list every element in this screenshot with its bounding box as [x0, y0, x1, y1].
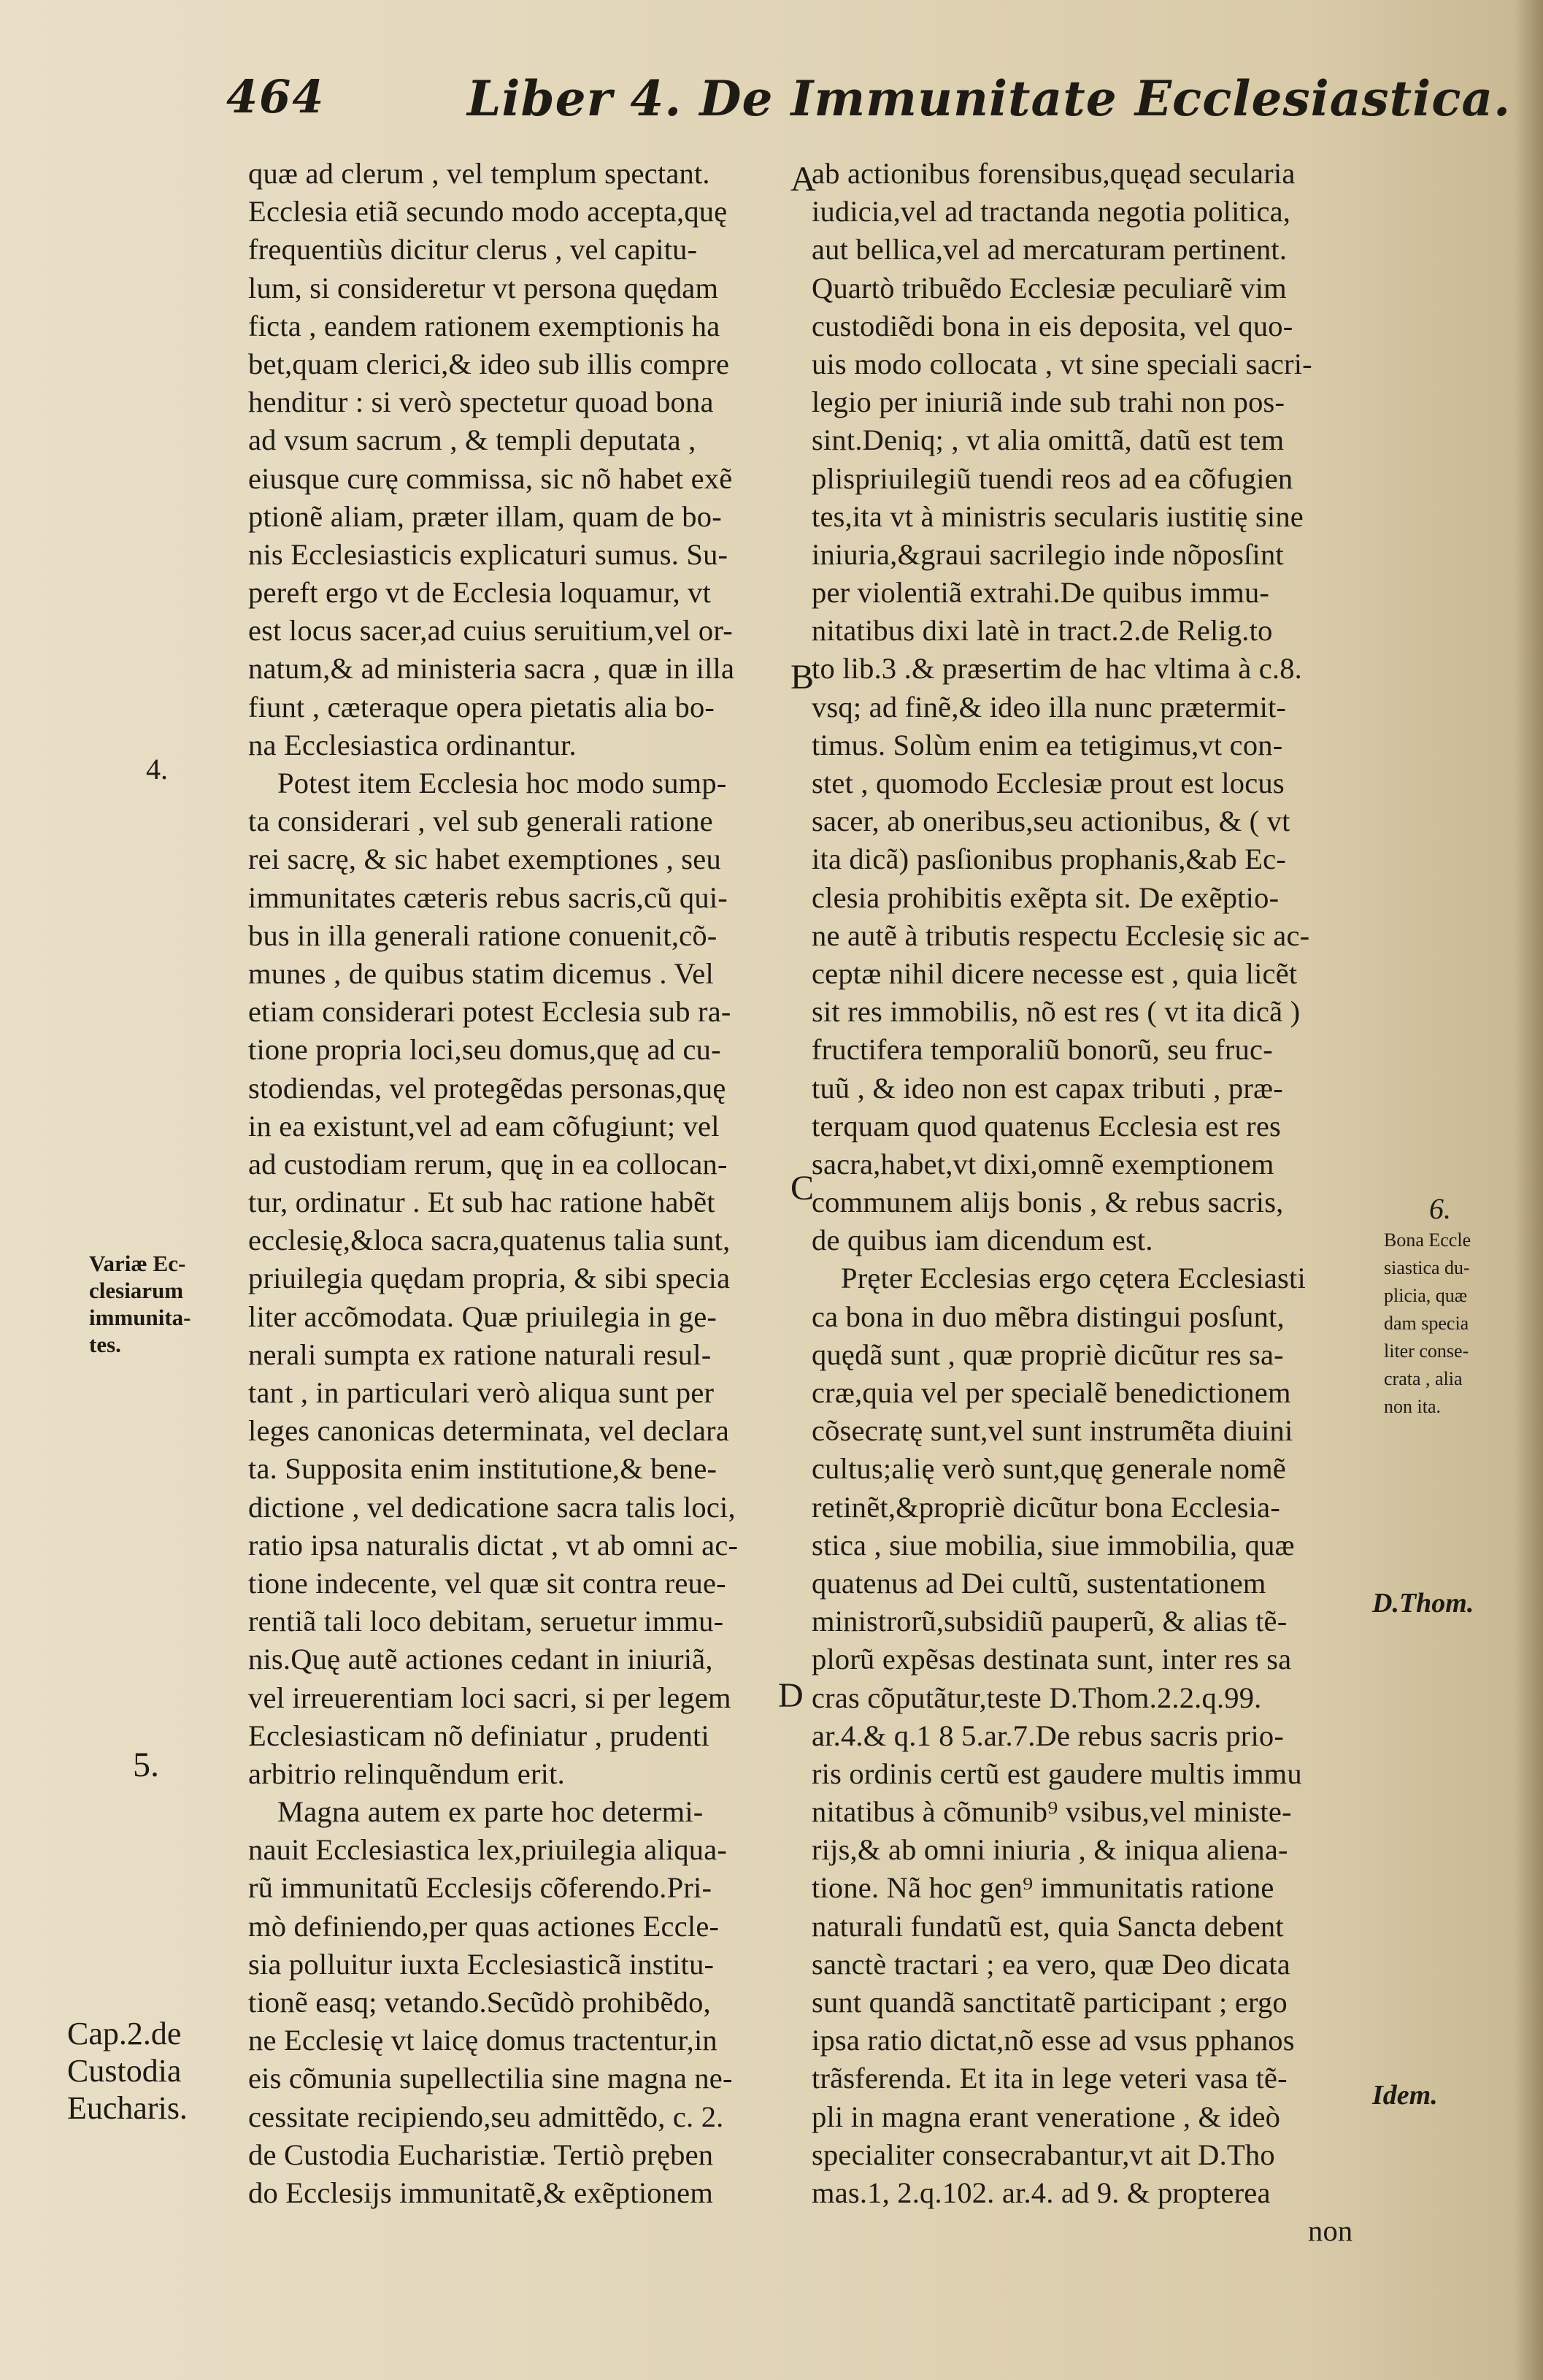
text-line: mas.1, 2.q.102. ar.4. ad 9. & propterea	[812, 2176, 1271, 2209]
text-line: de quibus iam dicendum est.	[812, 1224, 1153, 1257]
text-line: ta considerari , vel sub generali ratione	[248, 805, 713, 838]
paragraph-number-6: 6.	[1429, 1192, 1451, 1225]
text-line: fructifera temporaliũ bonorũ, seu fruc-	[812, 1033, 1273, 1067]
section-marker-c: C	[790, 1169, 815, 1208]
text-line: Magna autem ex parte hoc determi-	[277, 1795, 704, 1829]
paragraph-number-4: 4.	[146, 753, 168, 786]
text-line: ceptæ nihil dicere necesse est , quia licẽt	[812, 956, 1298, 990]
text-line: eiusque curę commissa, sic nõ habet exẽ	[248, 461, 733, 495]
text-line: vsq; ad finẽ,& ideo illa nunc prætermit-	[812, 690, 1287, 723]
text-line: per violentiã extrahi.De quibus immu-	[812, 576, 1270, 610]
text-line: ipsa ratio dictat,nõ esse ad vsus pphanos	[812, 2024, 1295, 2057]
margin-note-bona: Bona Eccle siastica du- plicia, quæ dam specia liter conse- crata , alia non ita.	[1384, 1229, 1471, 1417]
text-line: dictione , vel dedicatione sacra talis loci,	[248, 1490, 736, 1524]
text-line: ratio ipsa naturalis dictat , vt ab omni ac-	[248, 1528, 739, 1562]
text-line: sunt quandã sanctitatẽ participant ; ergo	[812, 1986, 1288, 2019]
text-line: timus. Solùm enim ea tetigimus,vt con-	[812, 728, 1283, 761]
text-line: aut bellica,vel ad mercaturam pertinent.	[812, 233, 1288, 266]
text-line: bet,quam clerici,& ideo sub illis compre	[248, 347, 730, 380]
catchword: non	[1308, 2214, 1353, 2248]
text-line: munes , de quibus statim dicemus . Vel	[248, 956, 714, 990]
text-line: ministrorũ,subsidiũ pauperũ, & alias tẽ-	[812, 1605, 1288, 1638]
text-line: fiunt , cæteraque opera pietatis alia bo-	[248, 690, 715, 723]
section-marker-b: B	[790, 658, 815, 696]
text-line: ficta , eandem rationem exemptionis ha	[248, 309, 720, 342]
section-marker-d: D	[778, 1676, 804, 1715]
text-line: mò definiendo,per quas actiones Eccle-	[248, 1909, 720, 1943]
text-line: ita dicã) pasſionibus prophanis,&ab Ec-	[812, 842, 1287, 876]
text-line: clesia prohibitis exẽpta sit. De exẽptio-	[812, 880, 1280, 914]
text-line: cras cõputãtur,teste D.Thom.2.2.q.99.	[812, 1681, 1262, 1714]
text-line: Ecclesiasticam nõ definiatur , prudenti	[248, 1719, 709, 1752]
text-line: natum,& ad ministeria sacra , quæ in illa	[248, 652, 735, 686]
text-line: ne autẽ à tributis respectu Ecclesię sic ac-	[812, 918, 1310, 952]
text-line: naturali fundatũ est, quia Sancta debent	[812, 1909, 1284, 1943]
text-line: in ea existunt,vel ad eam cõfugiunt; vel	[248, 1109, 720, 1143]
paragraph-number-5: 5.	[133, 1746, 159, 1784]
text-line: cõsecratę sunt,vel sunt instrumẽta diuini	[812, 1414, 1293, 1448]
text-line: trãsferenda. Et ita in lege veteri vasa tẽ-	[812, 2062, 1288, 2095]
margin-note-idem: Idem.	[1372, 2080, 1438, 2111]
text-line: rentiã tali loco debitam, seruetur immu-	[248, 1605, 724, 1638]
text-line: to lib.3 .& præsertim de hac vltima à c.8.	[812, 652, 1303, 686]
text-line: de Custodia Eucharistiæ. Tertiò pręben	[248, 2138, 714, 2171]
text-line: tant , in particulari verò aliqua sunt per	[248, 1376, 715, 1409]
text-line: tione. Nã hoc gen⁹ immunitatis ratione	[812, 1871, 1274, 1905]
text-line: tur, ordinatur . Et sub hac ratione habẽt	[248, 1186, 715, 1219]
text-line: sanctè tractari ; ea vero, quæ Deo dicata	[812, 1947, 1290, 1981]
text-line: ris ordinis certũ est gaudere multis immu	[812, 1757, 1302, 1790]
text-line: iniuria,&graui sacrilegio inde nõposſint	[812, 537, 1284, 571]
text-line: pli in magna erant veneratione , & ideò	[812, 2100, 1281, 2133]
text-line: nitatibus à cõmunib⁹ vsibus,vel ministe-	[812, 1795, 1292, 1829]
text-line: rũ immunitatũ Ecclesijs cõferendo.Pri-	[248, 1871, 712, 1905]
section-marker-a: A	[790, 160, 816, 199]
text-line: ptionẽ aliam, præter illam, quam de bo-	[248, 499, 722, 533]
right-text-column	[812, 155, 1374, 2250]
text-line: plispriuilegiũ tuendi reos ad ea cõfugien	[812, 461, 1293, 495]
text-line: ecclesię,&loca sacra,quatenus talia sunt,	[248, 1224, 731, 1257]
margin-note-cap: Cap.2.de Custodia Eucharis.	[67, 2016, 188, 2126]
text-line: specialiter consecrabantur,vt ait D.Tho	[812, 2138, 1275, 2171]
text-line: ne Ecclesię vt laicę domus tractentur,in	[248, 2024, 717, 2057]
margin-note-variae: Variæ Ec- clesiarum immunita- tes.	[89, 1251, 191, 1357]
text-line: quędã sunt , quæ propriè dicũtur res sa-	[812, 1337, 1284, 1371]
text-line: immunitates cæteris rebus sacris,cũ qui-	[248, 880, 728, 914]
text-line: frequentiùs dicitur clerus , vel capitu-	[248, 233, 698, 266]
text-line: tione propria loci,seu domus,quę ad cu-	[248, 1033, 721, 1067]
text-line: Quartò tribuẽdo Ecclesiæ peculiarẽ vim	[812, 271, 1287, 304]
text-line: Pręter Ecclesias ergo cętera Ecclesiasti	[841, 1262, 1306, 1295]
running-head: Liber 4. De Immunitate Ecclesiastica.	[467, 70, 1512, 127]
text-line: na Ecclesiastica ordinantur.	[248, 728, 577, 761]
text-line: arbitrio relinquẽndum erit.	[248, 1757, 565, 1790]
text-line: do Ecclesijs immunitatẽ,& exẽptionem	[248, 2176, 714, 2209]
text-line: rei sacrę, & sic habet exemptiones , seu	[248, 842, 721, 876]
page-header	[226, 70, 1512, 136]
text-line: communem alijs bonis , & rebus sacris,	[812, 1186, 1284, 1219]
text-line: tuũ , & ideo non est capax tributi , præ-	[812, 1071, 1283, 1105]
text-line: cessitate recipiendo,seu admittẽdo, c. 2.	[248, 2100, 724, 2133]
text-line: priuilegia quędam propria, & sibi specia	[248, 1262, 731, 1295]
text-line: tione indecente, vel quæ sit contra reue-	[248, 1566, 726, 1600]
text-line: ad custodiam rerum, quę in ea collocan-	[248, 1147, 728, 1181]
text-line: sacra,habet,vt dixi,omnẽ exemptionem	[812, 1147, 1274, 1181]
margin-note-dthom: D.Thom.	[1372, 1588, 1474, 1619]
text-line: terquam quod quatenus Ecclesia est res	[812, 1109, 1282, 1143]
text-line: iudicia,vel ad tractanda negotia politica,	[812, 195, 1291, 229]
page-number: 464	[226, 70, 326, 123]
text-line: bus in illa generali ratione conuenit,cõ-	[248, 918, 717, 952]
text-line: cræ,quia vel per specialẽ benedictionem	[812, 1376, 1291, 1409]
text-line: ta. Supposita enim institutione,& bene-	[248, 1452, 717, 1486]
text-line: liter accõmodata. Quæ priuilegia in ge-	[248, 1300, 717, 1333]
text-line: Potest item Ecclesia hoc modo sump-	[277, 767, 727, 799]
text-line: leges canonicas determinata, vel declara	[248, 1414, 730, 1448]
text-line: legio per iniuriã inde sub trahi non pos-	[812, 385, 1285, 419]
text-line: sint.Deniq; , vt alia omittã, datũ est tem	[812, 423, 1285, 457]
text-line: pereft ergo vt de Ecclesia loquamur, vt	[248, 576, 712, 610]
text-line: sacer, ab oneribus,seu actionibus, & ( vt	[812, 805, 1290, 838]
text-line: etiam considerari potest Ecclesia sub ra-	[248, 995, 731, 1029]
text-line: ar.4.& q.1 8 5.ar.7.De rebus sacris prio-	[812, 1719, 1285, 1752]
text-line: sia polluitur iuxta Ecclesiasticã institu-	[248, 1947, 715, 1981]
text-line: stet , quomodo Ecclesiæ prout est locus	[812, 767, 1285, 799]
text-line: custodiẽdi bona in eis deposita, vel quo-	[812, 309, 1293, 342]
text-line: stodiendas, vel protegẽdas personas,quę	[248, 1071, 726, 1105]
text-line: plorũ expẽsas destinata sunt, inter res sa	[812, 1643, 1292, 1676]
gutter-shadow	[1514, 0, 1543, 2380]
left-text-column	[248, 155, 781, 2212]
text-line: nitatibus dixi latè in tract.2.de Relig.to	[812, 614, 1273, 648]
text-line: vel irreuerentiam loci sacri, si per legem	[248, 1681, 731, 1714]
text-line: ca bona in duo mẽbra distingui posſunt,	[812, 1300, 1285, 1333]
text-line: nerali sumpta ex ratione naturali resul-	[248, 1337, 712, 1371]
text-line: quæ ad clerum , vel templum spectant.	[248, 157, 710, 190]
text-line: tionẽ easq; vetando.Secũdò prohibẽdo,	[248, 1986, 711, 2019]
text-line: nauit Ecclesiastica lex,priuilegia aliqua-	[248, 1833, 728, 1867]
text-line: rijs,& ab omni iniuria , & iniqua aliena-	[812, 1833, 1288, 1867]
text-line: eis cõmunia supellectilia sine magna ne-	[248, 2062, 733, 2095]
text-line: ad vsum sacrum , & templi deputata ,	[248, 423, 696, 457]
text-line: tes,ita vt à ministris secularis iustitię sine	[812, 499, 1304, 533]
text-line: nis.Quę autẽ actiones cedant in iniuriã,	[248, 1643, 713, 1676]
text-line: quatenus ad Dei cultũ, sustentationem	[812, 1566, 1266, 1600]
text-line: retinẽt,&propriè dicũtur bona Ecclesia-	[812, 1490, 1281, 1524]
text-line: Ecclesia etiã secundo modo accepta,quę	[248, 195, 728, 229]
text-line: ab actionibus forensibus,quęad secularia	[812, 157, 1296, 190]
text-line: lum, si consideretur vt persona quędam	[248, 271, 719, 304]
text-line: sit res immobilis, nõ est res ( vt ita dicã )	[812, 995, 1301, 1029]
text-line: henditur : si verò spectetur quoad bona	[248, 385, 714, 419]
text-line: est locus sacer,ad cuius seruitium,vel or-	[248, 614, 733, 648]
text-line: nis Ecclesiasticis explicaturi sumus. Su-	[248, 537, 728, 571]
text-line: stica , siue mobilia, siue immobilia, quæ	[812, 1528, 1295, 1562]
text-line: cultus;alię verò sunt,quę generale nomẽ	[812, 1452, 1286, 1486]
text-line: uis modo collocata , vt sine speciali sacri-	[812, 347, 1312, 380]
